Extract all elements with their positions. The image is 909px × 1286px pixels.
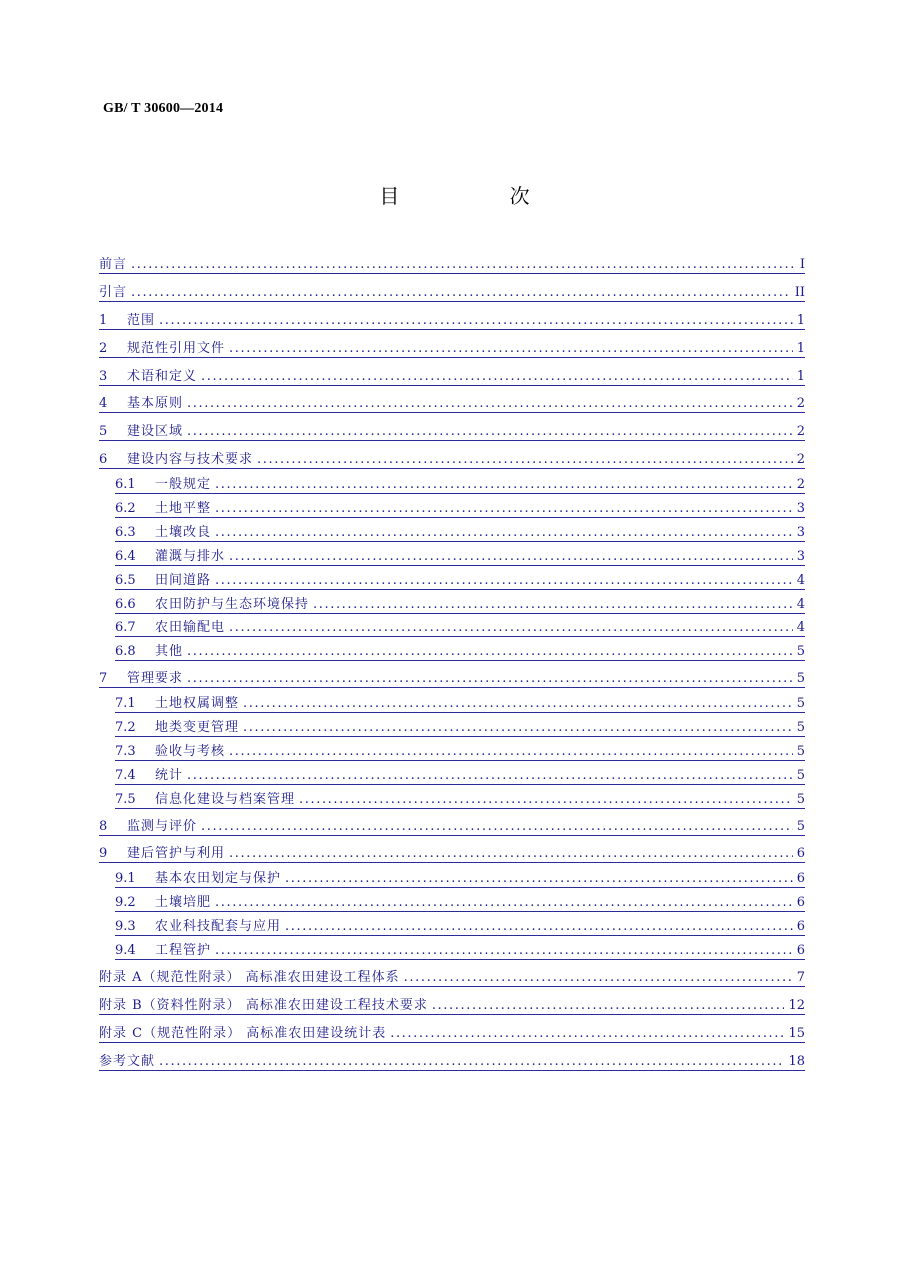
toc-entry[interactable]: [115, 524, 805, 542]
toc-entry-label: 范围: [127, 312, 156, 328]
toc-dot-leader: [257, 452, 793, 468]
toc-entry[interactable]: [115, 942, 805, 960]
standard-code: GB/ T 30600—2014: [103, 101, 224, 116]
toc-entry-number: 1: [99, 312, 108, 328]
toc-entry-label: 验收与考核: [155, 743, 226, 759]
toc-dot-leader: [285, 919, 793, 935]
toc-entry-label: 附录 B（资料性附录） 高标准农田建设工程技术要求: [99, 997, 428, 1013]
toc-entry-label: 土地权属调整: [155, 696, 240, 712]
toc-dot-leader: [131, 257, 795, 273]
toc-entry-page: 1: [796, 340, 805, 356]
toc-entry[interactable]: [115, 870, 805, 888]
toc-entry-label: 参考文献: [99, 1053, 156, 1069]
toc-dot-leader: [187, 396, 793, 412]
toc-entry-number: 9: [99, 846, 108, 862]
toc-entry[interactable]: [99, 815, 805, 836]
toc-entry[interactable]: [99, 253, 805, 274]
toc-dot-leader: [215, 477, 793, 493]
toc-entry-number: 4: [99, 396, 108, 412]
toc-entry-label: 规范性引用文件: [127, 340, 226, 356]
toc-entry-page: 7: [796, 969, 805, 985]
toc-dot-leader: [187, 671, 793, 687]
toc-entry-label: 土壤培肥: [155, 895, 212, 911]
toc-entry-page: 5: [796, 720, 805, 736]
toc-entry-number: 6: [99, 452, 108, 468]
toc-entry-number: 7.4: [115, 767, 136, 783]
toc-entry-label: 统计: [155, 767, 184, 783]
toc-dot-leader: [215, 895, 793, 911]
toc-entry[interactable]: [115, 643, 805, 661]
toc-entry-number: 8: [99, 818, 108, 834]
toc-entry[interactable]: [99, 1022, 805, 1043]
toc-dot-leader: [215, 573, 793, 589]
toc-entry-label: 其他: [155, 644, 184, 660]
toc-entry-number: 6.3: [115, 524, 136, 540]
toc-dot-leader: [299, 792, 793, 808]
toc-entry[interactable]: [115, 791, 805, 809]
toc-entry[interactable]: [99, 392, 805, 413]
toc-dot-leader: [432, 998, 785, 1014]
toc-entry[interactable]: [115, 619, 805, 637]
toc-entry[interactable]: [99, 994, 805, 1015]
toc-dot-leader: [229, 620, 793, 636]
toc-dot-leader: [390, 1026, 784, 1042]
toc-dot-leader: [229, 744, 793, 760]
toc-entry-label: 地类变更管理: [155, 720, 240, 736]
toc-entry-number: 2: [99, 340, 108, 356]
toc-entry-number: 7.3: [115, 743, 136, 759]
toc-entry-number: 6.6: [115, 596, 136, 612]
toc-entry-label: 工程管护: [155, 943, 212, 959]
toc-entry-page: 3: [796, 524, 805, 540]
toc-dot-leader: [215, 943, 793, 959]
toc-entry-page: II: [794, 284, 805, 300]
toc-entry-page: 2: [796, 424, 805, 440]
toc-entry-page: 6: [796, 943, 805, 959]
toc-dot-leader: [215, 501, 793, 517]
toc-entry-label: 建设内容与技术要求: [127, 452, 254, 468]
toc-entry-label: 术语和定义: [127, 368, 198, 384]
toc-entry[interactable]: [99, 842, 805, 863]
toc-entry-page: 5: [796, 671, 805, 687]
toc-entry-page: 4: [796, 596, 805, 612]
toc-dot-leader: [243, 696, 793, 712]
toc-entry-number: 6.5: [115, 572, 136, 588]
toc-entry-label: 管理要求: [127, 671, 184, 687]
toc-entry-label: 附录 A（规范性附录） 高标准农田建设工程体系: [99, 969, 400, 985]
toc-entry-page: 2: [796, 477, 805, 493]
toc-entry-number: 5: [99, 424, 108, 440]
toc-dot-leader: [159, 1054, 784, 1070]
toc-entry-label: 土壤改良: [155, 524, 212, 540]
toc-entry-page: 12: [788, 997, 805, 1013]
toc-entry-page: 5: [796, 818, 805, 834]
toc-entry-number: 7.1: [115, 696, 136, 712]
toc-entry-number: 7.2: [115, 720, 136, 736]
toc-entry-label: 建设区域: [127, 424, 184, 440]
toc-entry[interactable]: [115, 918, 805, 936]
toc-entry-label: 基本农田划定与保护: [155, 871, 282, 887]
toc-entry-page: 5: [796, 743, 805, 759]
toc-entry[interactable]: [115, 894, 805, 912]
toc-entry-page: 6: [796, 846, 805, 862]
toc-entry-page: 6: [796, 871, 805, 887]
toc-dot-leader: [187, 644, 793, 660]
toc-entry-label: 引言: [99, 284, 128, 300]
table-of-contents: [99, 253, 805, 1078]
toc-dot-leader: [313, 597, 793, 613]
toc-entry-number: 9.2: [115, 895, 136, 911]
toc-entry-label: 信息化建设与档案管理: [155, 791, 296, 807]
toc-dot-leader: [229, 341, 793, 357]
toc-entry-number: 9.1: [115, 871, 136, 887]
toc-entry-page: 18: [788, 1053, 805, 1069]
toc-entry-label: 灌溉与排水: [155, 548, 226, 564]
toc-entry-label: 一般规定: [155, 477, 212, 493]
toc-entry[interactable]: [115, 500, 805, 518]
toc-entry-label: 建后管护与利用: [127, 846, 226, 862]
toc-entry-number: 6.1: [115, 477, 136, 493]
toc-entry-page: 6: [796, 919, 805, 935]
toc-entry-page: 15: [788, 1025, 805, 1041]
toc-entry-label: 田间道路: [155, 572, 212, 588]
toc-entry-number: 7.5: [115, 791, 136, 807]
toc-entry-page: I: [799, 257, 805, 272]
toc-entry-page: 1: [796, 312, 805, 328]
toc-entry-number: 9.3: [115, 919, 136, 935]
toc-entry[interactable]: [99, 1050, 805, 1071]
toc-entry[interactable]: [99, 448, 805, 469]
toc-entry[interactable]: [115, 476, 805, 494]
toc-dot-leader: [187, 768, 793, 784]
toc-dot-leader: [215, 525, 793, 541]
toc-entry[interactable]: [99, 365, 805, 386]
toc-dot-leader: [201, 819, 793, 835]
toc-entry-number: 7: [99, 671, 108, 687]
toc-entry-page: 5: [796, 696, 805, 712]
toc-entry-number: 9.4: [115, 943, 136, 959]
toc-entry-page: 6: [796, 895, 805, 911]
toc-entry-label: 农田防护与生态环境保持: [155, 596, 310, 612]
toc-entry-page: 3: [796, 548, 805, 564]
toc-entry[interactable]: [115, 695, 805, 713]
toc-entry[interactable]: [115, 743, 805, 761]
toc-entry-label: 基本原则: [127, 396, 184, 412]
toc-entry[interactable]: [99, 309, 805, 330]
toc-entry[interactable]: [115, 596, 805, 614]
toc-entry[interactable]: [115, 767, 805, 785]
toc-entry-label: 农田输配电: [155, 620, 226, 636]
toc-entry-page: 5: [796, 767, 805, 783]
toc-dot-leader: [229, 549, 793, 565]
toc-dot-leader: [243, 720, 793, 736]
toc-entry-page: 4: [796, 620, 805, 636]
toc-entry-number: 6.8: [115, 644, 136, 660]
toc-entry[interactable]: [99, 281, 805, 302]
toc-entry-label: 附录 C（规范性附录） 高标准农田建设统计表: [99, 1025, 387, 1041]
toc-entry-page: 4: [796, 572, 805, 588]
toc-entry-page: 1: [796, 368, 805, 384]
toc-entry-page: 3: [796, 501, 805, 517]
toc-dot-leader: [201, 369, 793, 385]
toc-entry[interactable]: [99, 420, 805, 441]
toc-entry-page: 5: [796, 644, 805, 660]
toc-entry[interactable]: [115, 548, 805, 566]
toc-entry-page: 2: [796, 396, 805, 412]
toc-entry[interactable]: [99, 966, 805, 987]
toc-entry-number: 3: [99, 368, 108, 384]
toc-entry-label: 前言: [99, 257, 128, 272]
toc-entry[interactable]: [115, 719, 805, 737]
toc-entry[interactable]: [115, 572, 805, 590]
toc-entry-number: 6.7: [115, 620, 136, 636]
toc-entry-label: 监测与评价: [127, 818, 198, 834]
toc-entry[interactable]: [99, 667, 805, 688]
toc-dot-leader: [187, 424, 793, 440]
toc-entry-label: 农业科技配套与应用: [155, 919, 282, 935]
toc-title: 目 次: [379, 184, 582, 208]
toc-dot-leader: [404, 970, 793, 986]
toc-dot-leader: [131, 285, 791, 301]
toc-entry-page: 5: [796, 791, 805, 807]
toc-entry-number: 6.2: [115, 501, 136, 517]
toc-dot-leader: [229, 846, 793, 862]
toc-entry[interactable]: [99, 337, 805, 358]
toc-dot-leader: [285, 871, 793, 887]
toc-entry-label: 土地平整: [155, 501, 212, 517]
toc-entry-number: 6.4: [115, 548, 136, 564]
toc-dot-leader: [159, 313, 793, 329]
toc-entry-page: 2: [796, 452, 805, 468]
